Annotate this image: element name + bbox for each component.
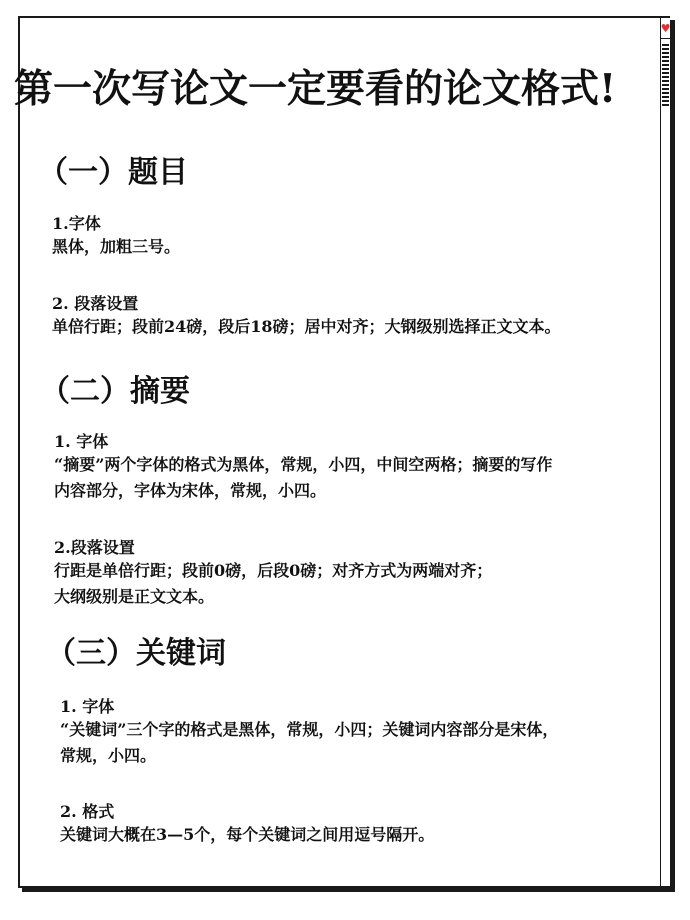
paragraph: [60, 717, 660, 769]
text-line: “关键词”三个字的格式是黑体，常规，小四；关键词内容部分是宋体，: [60, 720, 559, 739]
text-line: 单倍行距；段前24磅，段后18磅；居中对齐；大钢级别选择正文文本。: [52, 317, 561, 336]
section-heading-abstract: （二）摘要: [40, 374, 190, 409]
subsection-format: 2. 格式: [60, 802, 115, 821]
subsection-font: 1. 字体: [60, 697, 115, 716]
subsection-font: 1.字体: [52, 214, 101, 233]
section-heading-title: （一）题目: [38, 155, 188, 190]
page-title: 第一次写论文一定要看的论文格式!: [14, 66, 617, 112]
heart-icon: ♥: [660, 21, 671, 35]
text-line: 关键词大概在3—5个，每个关键词之间用逗号隔开。: [60, 825, 435, 844]
paragraph: [52, 234, 652, 260]
scroll-up-button[interactable]: [661, 18, 670, 39]
subsection-paragraph: 2. 段落设置: [52, 294, 139, 313]
section-heading-keywords: （三）关键词: [46, 636, 226, 671]
text-line: 大纲级别是正文文本。: [54, 587, 215, 606]
paragraph: [54, 558, 654, 610]
vertical-scrollbar[interactable]: [660, 18, 670, 886]
text-line: 内容部分，字体为宋体，常规，小四。: [54, 481, 327, 500]
paragraph: [60, 822, 660, 848]
text-line: 行距是单倍行距；段前0磅，后段0磅；对齐方式为两端对齐；: [54, 561, 493, 580]
subsection-font: 1. 字体: [54, 432, 109, 451]
scroll-thumb[interactable]: [662, 44, 669, 108]
text-line: 黑体，加粗三号。: [52, 237, 181, 256]
window-shadow-right: [670, 20, 675, 892]
text-line: 常规，小四。: [60, 746, 157, 765]
paragraph: [52, 314, 652, 340]
subsection-paragraph: 2.段落设置: [54, 538, 135, 557]
paragraph: [54, 452, 654, 504]
window-shadow-bottom: [22, 888, 675, 892]
text-line: “摘要”两个字体的格式为黑体，常规，小四，中间空两格；摘要的写作: [54, 455, 553, 474]
